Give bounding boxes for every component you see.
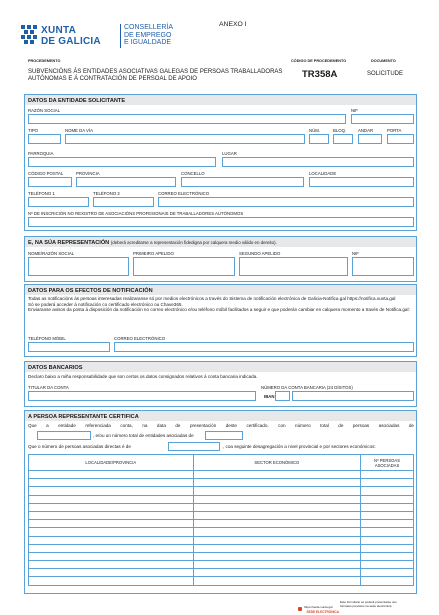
provincia-input[interactable] (76, 177, 176, 187)
porta-label: PORTA (387, 128, 402, 133)
sector-cell[interactable] (193, 569, 360, 577)
logo-divider (120, 24, 121, 48)
persoas-cell[interactable] (361, 503, 414, 511)
table-row (29, 577, 414, 585)
mobile-input[interactable] (28, 342, 110, 352)
andar-label: ANDAR (358, 128, 374, 133)
concello-label: CONCELLO (181, 171, 205, 176)
account-holder-input[interactable] (28, 391, 256, 401)
representative-section (24, 236, 417, 282)
porta-input[interactable] (387, 134, 414, 144)
telefono2-input[interactable] (93, 197, 154, 207)
sector-cell[interactable] (193, 487, 360, 495)
notification-paragraph-3: Enviaranse avisos da posta á disposición da notificación no correo electrónico e/ou teléfono móbil facilitados a seguir e que poderán cambiar en calquera momento a través de Notifica.gal: (28, 307, 410, 313)
direct-members-input[interactable] (168, 442, 220, 451)
notification-email-label: CORREO ELECTRÓNICO (114, 336, 166, 341)
footer (298, 600, 423, 614)
localidade-cell[interactable] (29, 511, 194, 519)
rep-nif-input[interactable] (352, 257, 414, 276)
total-members-input[interactable] (37, 431, 91, 440)
nome-via-label: NOME DA VÍA (65, 128, 93, 133)
certify-line-1: Que a entidade referenciada conta, na data de presentación deste certificado, con número total de persoas asociadas de (28, 423, 414, 428)
persoas-cell[interactable] (361, 552, 414, 560)
sector-cell[interactable] (193, 528, 360, 536)
consellaria-line-3: E IGUALDADE (124, 39, 172, 46)
certify-section-header (25, 411, 416, 421)
sector-cell[interactable] (193, 479, 360, 487)
num-input[interactable] (309, 134, 329, 144)
persoas-cell[interactable] (361, 471, 414, 479)
bank-declaration: Declaro baixo a miña responsabilidade que son certos os datos consignados relativos á conta bancaria indicada. (28, 374, 258, 379)
localidade-cell[interactable] (29, 487, 194, 495)
localidade-input[interactable] (309, 177, 414, 187)
table-row (29, 495, 414, 503)
localidade-cell[interactable] (29, 544, 194, 552)
footer-note-1: Este formulario só poderá presentarse nos (340, 600, 397, 604)
persoas-cell[interactable] (361, 495, 414, 503)
applicant-section-header (25, 95, 416, 105)
rep-nome-input[interactable] (28, 257, 129, 276)
bank-section (24, 361, 417, 407)
procedure-title-line-1: SUBVENCIÓNS ÁS ENTIDADES ASOCIATIVAS GALEGAS DE PERSOAS TRABALLADORAS (28, 69, 283, 75)
column-header-persoas: Nº PERSOAS ASOCIADAS (361, 455, 414, 471)
parroquia-input[interactable] (28, 157, 216, 167)
column-header-localidade: LOCALIDADE/PROVINCIA (29, 455, 194, 471)
applicant-section-title: DATOS DA ENTIDADE SOLICITANTE (28, 97, 126, 104)
table-row (29, 479, 414, 487)
provincia-label: PROVINCIA (76, 171, 100, 176)
document-label: DOCUMENTO (371, 59, 396, 63)
rep-nome-label: NOME/RAZÓN SOCIAL (28, 251, 75, 256)
representative-section-title: E, NA SÚA REPRESENTACIÓN (28, 239, 110, 246)
iban-prefix-input[interactable] (275, 391, 290, 401)
table-row (29, 471, 414, 479)
persoas-cell[interactable] (361, 479, 414, 487)
procedure-code-value: TR358A (302, 69, 338, 80)
representative-title-group (28, 240, 277, 246)
localidade-cell[interactable] (29, 569, 194, 577)
andar-input[interactable] (358, 134, 382, 144)
table-row (29, 487, 414, 495)
sede-badge-label: SEDE ELECTRÓNICA (306, 610, 340, 614)
document-value: SOLICITUDE (367, 71, 404, 77)
persoas-cell[interactable] (361, 520, 414, 528)
telefono2-label: TELÉFONO 2 (93, 191, 120, 196)
column-header-sector: SECTOR ECONÓMICO (193, 455, 360, 471)
tipo-input[interactable] (28, 134, 61, 144)
table-row (29, 536, 414, 544)
localidade-cell[interactable] (29, 536, 194, 544)
correo-input[interactable] (158, 197, 414, 207)
table-row (29, 552, 414, 560)
lugar-input[interactable] (222, 157, 414, 167)
table-header-row (29, 455, 414, 471)
sector-cell[interactable] (193, 520, 360, 528)
sector-cell[interactable] (193, 544, 360, 552)
sector-cell[interactable] (193, 495, 360, 503)
correo-label: CORREO ELECTRÓNICO (158, 191, 210, 196)
persoas-cell[interactable] (361, 569, 414, 577)
sector-cell[interactable] (193, 511, 360, 519)
nif-input[interactable] (351, 114, 414, 124)
sector-cell[interactable] (193, 536, 360, 544)
localidade-label: LOCALIDADE (309, 171, 337, 176)
notification-section-header (25, 285, 416, 295)
sector-cell[interactable] (193, 503, 360, 511)
certify-section (24, 410, 417, 594)
parroquia-label: PARROQUIA (28, 151, 54, 156)
persoas-cell[interactable] (361, 577, 414, 585)
num-label: NÚM. (309, 128, 320, 133)
certify-line-4: , coa seguinte desagregación a nivel provincial e por sectores económicos: (223, 444, 376, 449)
rep-apelido2-input[interactable] (239, 257, 348, 276)
telefono1-input[interactable] (28, 197, 89, 207)
rep-apelido2-label: SEGUNDO APELIDO (239, 251, 281, 256)
localidade-cell[interactable] (29, 552, 194, 560)
mobile-label: TELÉFONO MÓBIL (28, 336, 66, 341)
sede-url[interactable]: https://sede.xunta.gal (304, 605, 333, 609)
persoas-cell[interactable] (361, 511, 414, 519)
persoas-cell[interactable] (361, 536, 414, 544)
notification-paragraph-2: Só se poderá acceder á notificación co certificado electrónico ou Chave365. (28, 301, 183, 307)
lugar-label: LUGAR (222, 151, 237, 156)
localidade-cell[interactable] (29, 561, 194, 569)
procedure-title-line-2: AUTÓNOMAS E Á CONTRATACIÓN DE PERSOAL DE APOIO (28, 76, 197, 82)
certify-line-2: , e/ou un número total de entidades asociadas de (93, 433, 194, 438)
persoas-cell[interactable] (361, 487, 414, 495)
sector-cell[interactable] (193, 552, 360, 560)
notification-paragraph-1: Todas as notificacións ás persoas interesadas realizaranse só por medios electrónicos a través do Sistema de notificación electrónica de Galicia-Notifica.gal https://notifica.xunta.gal (28, 296, 396, 301)
inscricion-input[interactable] (28, 217, 414, 227)
procedure-code-label: CÓDIGO DE PROCEDEMENTO (291, 59, 347, 63)
codigo-postal-input[interactable] (28, 177, 72, 187)
xunta-emblem-icon (20, 24, 38, 46)
tipo-label: TIPO (28, 128, 39, 133)
localidade-cell[interactable] (29, 479, 194, 487)
certify-line-3: Que o número de persoas asociadas directas é de (28, 444, 131, 449)
table-row (29, 511, 414, 519)
xunta-logo (20, 22, 120, 50)
persoas-cell[interactable] (361, 528, 414, 536)
bank-section-title: DATOS BANCARIOS (28, 364, 83, 371)
localidade-cell[interactable] (29, 471, 194, 479)
logo-xunta-text: XUNTA (41, 25, 77, 36)
rep-apelido1-input[interactable] (133, 257, 235, 276)
account-holder-label: TITULAR DA CONTA (28, 385, 69, 390)
iban-label: IBAN (264, 394, 275, 399)
sector-cell[interactable] (193, 471, 360, 479)
footer-note-2: formatos previstos na sede electrónica (340, 604, 392, 608)
representative-section-header (25, 237, 416, 247)
table-row (29, 528, 414, 536)
table-body (29, 471, 414, 586)
consellaria-name (124, 24, 173, 47)
persoas-cell[interactable] (361, 544, 414, 552)
sector-cell[interactable] (193, 561, 360, 569)
logo-galicia-text: DE GALICIA (41, 36, 101, 47)
table-row (29, 544, 414, 552)
razon-social-label: RAZÓN SOCIAL (28, 108, 60, 113)
bloq-input[interactable] (333, 134, 353, 144)
account-number-label: NÚMERO DA CONTA BANCARIA (24 DÍXITOS) (261, 385, 353, 390)
certify-section-title: A PERSOA REPRESENTANTE CERTIFICA (28, 413, 139, 420)
table-row (29, 569, 414, 577)
localidade-cell[interactable] (29, 495, 194, 503)
representative-note: (deberá acreditarse a representación fidedigna por calquera medio válido en dereito). (110, 239, 277, 245)
localidade-cell[interactable] (29, 520, 194, 528)
localidade-cell[interactable] (29, 503, 194, 511)
sector-cell[interactable] (193, 577, 360, 585)
notification-section (24, 284, 417, 357)
table-row (29, 561, 414, 569)
notification-email-input[interactable] (114, 342, 414, 352)
codigo-postal-label: CÓDIGO POSTAL (28, 171, 64, 176)
members-breakdown-table (28, 454, 414, 586)
inscricion-label: Nº DE INSCRICIÓN NO REXISTRO DE ASOCIACIÓNS PROFESIONAIS DE TRABALLADORES AUTÓNOMOS (28, 211, 244, 216)
bloq-label: BLOQ. (333, 128, 347, 133)
notification-text (28, 296, 414, 313)
table-row (29, 520, 414, 528)
nome-via-input[interactable] (65, 134, 305, 144)
notification-section-title: DATOS PARA OS EFECTOS DE NOTIFICACIÓN (28, 287, 153, 294)
account-number-input[interactable] (292, 391, 414, 401)
total-entities-input[interactable] (205, 431, 243, 440)
razon-social-input[interactable] (28, 114, 346, 124)
applicant-section (24, 94, 417, 231)
consellaria-line-2: DE EMPREGO (124, 31, 172, 39)
localidade-cell[interactable] (29, 528, 194, 536)
bank-section-header (25, 362, 416, 372)
telefono1-label: TELÉFONO 1 (28, 191, 55, 196)
annex-label: ANEXO I (219, 21, 247, 28)
procedure-label: PROCEDEMENTO (28, 59, 61, 63)
rep-nif-label: NIF (352, 251, 359, 256)
procedure-header (24, 58, 417, 90)
consellaria-line-1: CONSELLERÍA (124, 24, 174, 31)
concello-input[interactable] (181, 177, 304, 187)
sede-icon (298, 607, 302, 611)
nif-label: NIF (351, 108, 358, 113)
localidade-cell[interactable] (29, 577, 194, 585)
persoas-cell[interactable] (361, 561, 414, 569)
table-row (29, 503, 414, 511)
rep-apelido1-label: PRIMEIRO APELIDO (133, 251, 174, 256)
